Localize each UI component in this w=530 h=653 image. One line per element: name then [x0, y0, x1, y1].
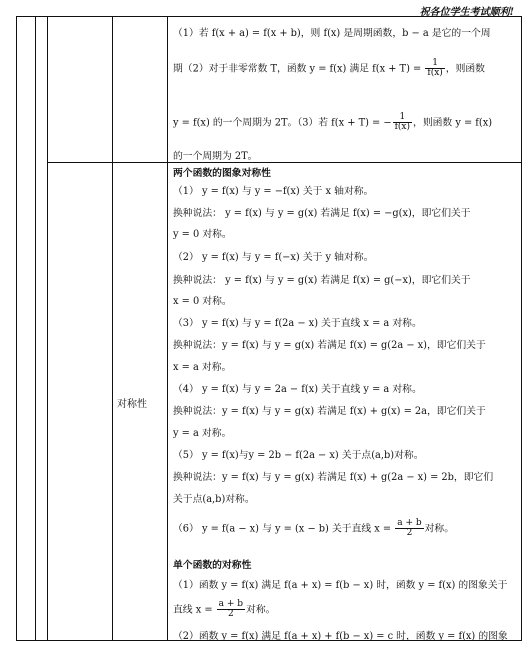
sym-5: （5） y = f(x)与y = 2b − f(2a − x) 关于点(a,b)对称。 [173, 450, 424, 461]
periodic-line-1: （1）若 f(x + a) = f(x + b)，则 f(x) 是周期函数，b − a 是它的一个周 [173, 28, 491, 39]
fraction: $\frac{1}{f(x)}$ [427, 58, 443, 79]
row-label-symmetry: 对称性 [117, 399, 147, 410]
col-divider-3 [112, 17, 113, 640]
sym-3c: x = a 对称。 [173, 362, 232, 373]
sym-2c: x = 0 对称。 [173, 296, 232, 307]
section-title-two-functions: 两个函数的图象对称性 [173, 168, 271, 179]
col-divider-4 [167, 17, 168, 640]
periodic-line-2: 期（2）对于非零常数 T，函数 y = f(x) 满足 f(x + T) = $\frac{1}{f(x)}$ ，则函数 [173, 58, 485, 79]
sym-3: （3） y = f(x) 与 y = f(2a − x) 关于直线 x = a 对称。 [173, 318, 422, 329]
single-1b: 直线 x = $\frac{a + b}{2}$ 对称。 [173, 599, 276, 620]
sym-4c: y = a 对称。 [173, 428, 232, 439]
periodic-line-4: 的一个周期为 2T。 [173, 151, 258, 162]
row-divider [47, 162, 521, 163]
col-divider-2 [47, 17, 48, 640]
page-header-note: 祝各位学生考试顺利! [419, 7, 514, 18]
sym-4b: 换种说法：y = f(x) 与 y = g(x) 若满足 f(x) + g(x) = 2a，即它们关于 [173, 406, 486, 417]
sym-5c: 关于点(a,b)对称。 [173, 494, 255, 505]
sym-5b: 换种说法：y = f(x) 与 y = g(x) 若满足 f(x) + g(2a − x) = 2b，即它们 [173, 472, 494, 483]
sym-3b: 换种说法：y = f(x) 与 y = g(x) 若满足 f(x) = g(2a − x)，即它们关于 [173, 340, 486, 351]
single-2: （2）函数 y = f(x) 满足 f(a + x) + f(b − x) = c 时，函数 y = f(x) 的图象 [173, 631, 508, 642]
fraction: $\frac{a + b}{2}$ [397, 518, 422, 539]
sym-6: （6） y = f(a − x) 与 y = (x − b) 关于直线 x = $\frac{a + b}{2}$ 对称。 [173, 518, 455, 539]
single-1: （1）函数 y = f(x) 满足 f(a + x) = f(b − x) 时，函数 y = f(x) 的图象关于 [173, 580, 508, 591]
fraction: $\frac{1}{f(x)}$ [394, 112, 411, 133]
content-table [16, 16, 522, 641]
sym-4: （4） y = f(x) 与 y = 2a − f(x) 关于直线 y = a 对称。 [173, 384, 422, 395]
sym-1b: 换种说法： y = f(x) 与 y = g(x) 若满足 f(x) = −g(x)，即它们关于 [173, 208, 471, 219]
sym-2: （2） y = f(x) 与 y = f(−x) 关于 y 轴对称。 [173, 252, 374, 263]
sym-1: （1） y = f(x) 与 y = −f(x) 关于 x 轴对称。 [173, 186, 374, 197]
section-title-single-function: 单个函数的对称性 [173, 560, 252, 571]
fraction: $\frac{a + b}{2}$ [218, 599, 244, 620]
sym-2b: 换种说法： y = f(x) 与 y = g(x) 若满足 f(x) = g(−x)，即它们关于 [173, 275, 471, 286]
col-divider-1 [35, 17, 36, 640]
sym-1c: y = 0 对称。 [173, 229, 232, 240]
periodic-line-3: y = f(x) 的一个周期为 2T。（3）若 f(x + T) = − $\frac{1}{f(x)}$ ，则函数 y = f(x) [173, 112, 493, 133]
